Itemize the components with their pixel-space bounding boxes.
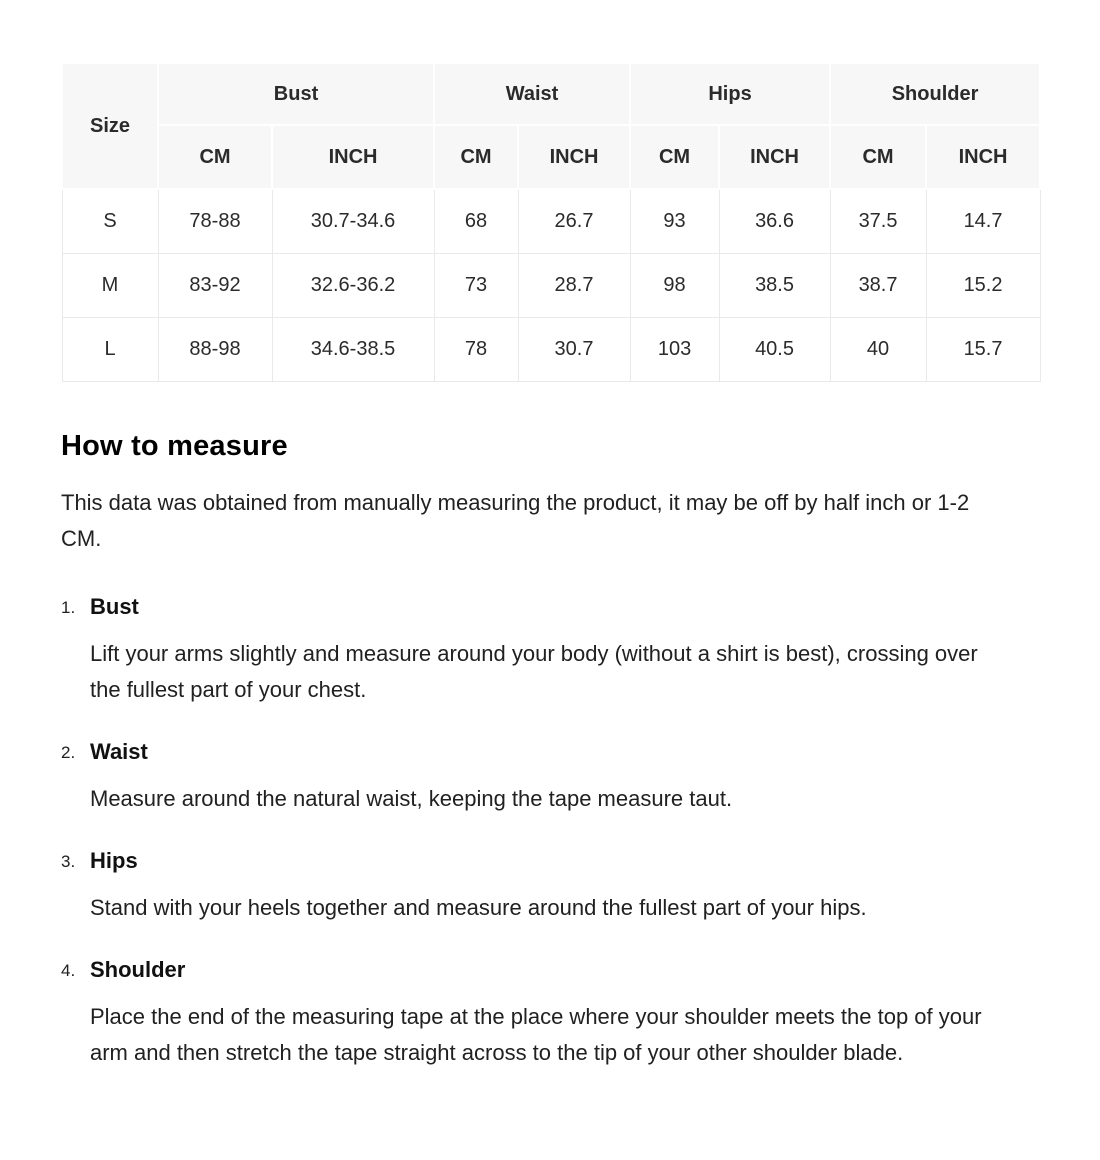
- value-cell: 38.7: [830, 254, 926, 318]
- table-row: [62, 189, 1040, 254]
- step-title: Shoulder: [90, 957, 186, 982]
- table-row: [62, 254, 1040, 318]
- group-header-hips: Hips: [630, 63, 830, 125]
- group-header-shoulder: Shoulder: [830, 63, 1040, 125]
- value-cell: 88-98: [158, 318, 272, 382]
- step-title: Hips: [90, 848, 138, 873]
- unit-header-bust-cm: CM: [158, 125, 272, 189]
- value-cell: 93: [630, 189, 719, 254]
- list-item: [61, 736, 1039, 817]
- step-title: Waist: [90, 739, 148, 764]
- value-cell: 15.2: [926, 254, 1040, 318]
- unit-header-bust-inch: INCH: [272, 125, 434, 189]
- step-body: [90, 591, 1039, 708]
- step-body: [90, 954, 1039, 1071]
- table-unit-header-row: [62, 125, 1040, 189]
- measure-steps-list: [61, 591, 1039, 1071]
- unit-header-hips-inch: INCH: [719, 125, 830, 189]
- list-item: [61, 845, 1039, 926]
- list-item: [61, 954, 1039, 1071]
- step-number: 4.: [61, 961, 76, 980]
- list-item: [61, 591, 1039, 708]
- value-cell: 38.5: [719, 254, 830, 318]
- step-number: 1.: [61, 598, 76, 617]
- group-header-bust: Bust: [158, 63, 434, 125]
- value-cell: 40.5: [719, 318, 830, 382]
- value-cell: 98: [630, 254, 719, 318]
- value-cell: 103: [630, 318, 719, 382]
- value-cell: 83-92: [158, 254, 272, 318]
- size-label-cell: M: [62, 254, 158, 318]
- value-cell: 73: [434, 254, 518, 318]
- table-group-header-row: [62, 63, 1040, 125]
- value-cell: 14.7: [926, 189, 1040, 254]
- unit-header-waist-cm: CM: [434, 125, 518, 189]
- value-cell: 36.6: [719, 189, 830, 254]
- unit-header-waist-inch: INCH: [518, 125, 630, 189]
- size-label-cell: S: [62, 189, 158, 254]
- value-cell: 78: [434, 318, 518, 382]
- unit-header-shoulder-cm: CM: [830, 125, 926, 189]
- step-number: 3.: [61, 852, 76, 871]
- value-cell: 34.6-38.5: [272, 318, 434, 382]
- how-to-measure-heading: How to measure: [61, 430, 288, 462]
- unit-header-shoulder-inch: INCH: [926, 125, 1040, 189]
- value-cell: 15.7: [926, 318, 1040, 382]
- measure-disclaimer-text: This data was obtained from manually measuring the product, it may be off by half inch or 1-2 CM.: [61, 490, 970, 551]
- step-description: Stand with your heels together and measure around the fullest part of your hips.: [90, 895, 867, 920]
- step-description: Place the end of the measuring tape at the place where your shoulder meets the top of your arm and then stretch the tape straight across to the tip of your other shoulder blade.: [90, 1004, 982, 1065]
- unit-header-hips-cm: CM: [630, 125, 719, 189]
- value-cell: 78-88: [158, 189, 272, 254]
- value-cell: 30.7: [518, 318, 630, 382]
- value-cell: 37.5: [830, 189, 926, 254]
- value-cell: 32.6-36.2: [272, 254, 434, 318]
- size-chart-table: [61, 62, 1041, 382]
- step-description: Lift your arms slightly and measure around your body (without a shirt is best), crossing over the fullest part of your chest.: [90, 641, 978, 702]
- step-body: [90, 845, 1039, 926]
- value-cell: 28.7: [518, 254, 630, 318]
- step-title: Bust: [90, 594, 139, 619]
- value-cell: 30.7-34.6: [272, 189, 434, 254]
- value-cell: 26.7: [518, 189, 630, 254]
- step-number: 2.: [61, 743, 76, 762]
- size-label-cell: L: [62, 318, 158, 382]
- size-corner-header: Size: [62, 63, 158, 189]
- value-cell: 40: [830, 318, 926, 382]
- step-body: [90, 736, 1039, 817]
- group-header-waist: Waist: [434, 63, 630, 125]
- value-cell: 68: [434, 189, 518, 254]
- table-row: [62, 318, 1040, 382]
- step-description: Measure around the natural waist, keeping the tape measure taut.: [90, 786, 733, 811]
